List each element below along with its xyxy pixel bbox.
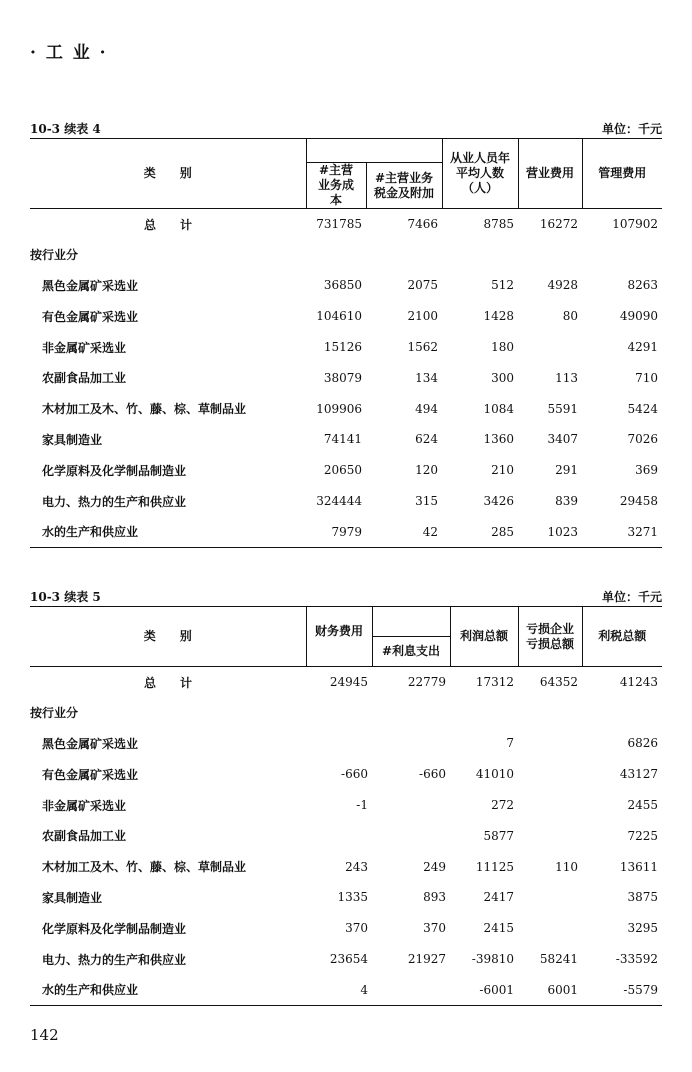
value-cell: -33592 xyxy=(615,952,658,967)
value-cell: 74141 xyxy=(323,432,362,447)
value-cell: 272 xyxy=(491,798,514,813)
value-cell xyxy=(518,820,582,851)
row-label: 木材加工及木、竹、藤、棕、草制品业 xyxy=(42,402,247,417)
value-cell: 41243 xyxy=(619,675,658,690)
table-1 xyxy=(30,138,662,548)
row-label: 家具制造业 xyxy=(42,432,103,447)
table-row xyxy=(30,455,662,486)
value-cell: 1428 xyxy=(483,309,514,324)
value-cell: 4291 xyxy=(627,340,658,355)
page-number: 142 xyxy=(30,1026,59,1044)
value-cell: -1 xyxy=(356,798,368,813)
row-label: 有色金属矿采选业 xyxy=(42,309,139,324)
row-label: 家具制造业 xyxy=(42,890,103,905)
value-cell: 7 xyxy=(506,736,514,751)
value-cell: 23654 xyxy=(329,952,368,967)
table-2-header-category: 类 别 xyxy=(30,607,306,667)
value-cell: 8785 xyxy=(483,217,514,232)
value-cell: 120 xyxy=(415,463,438,478)
value-cell: 21927 xyxy=(407,952,446,967)
value-cell: -660 xyxy=(341,767,368,782)
row-label: 按行业分 xyxy=(30,248,79,263)
value-cell: 38079 xyxy=(323,370,362,385)
value-cell: 370 xyxy=(345,921,368,936)
table-row xyxy=(30,820,662,851)
table-1-header-category: 类 别 xyxy=(30,139,306,209)
value-cell xyxy=(372,790,450,821)
value-cell: 3426 xyxy=(483,494,514,509)
value-cell: 43127 xyxy=(619,767,658,782)
row-label: 水的生产和供应业 xyxy=(42,983,139,998)
value-cell: 20650 xyxy=(323,463,362,478)
table-2 xyxy=(30,606,662,1006)
value-cell: 64352 xyxy=(539,675,578,690)
table-2-header-c1: 财务费用 xyxy=(306,607,372,667)
page-header: · 工 业 · xyxy=(30,43,108,63)
value-cell: 107902 xyxy=(612,217,658,232)
table-row xyxy=(30,362,662,393)
value-cell: 369 xyxy=(635,463,658,478)
value-cell: 7026 xyxy=(627,432,658,447)
value-cell: 24945 xyxy=(329,675,368,690)
value-cell: 512 xyxy=(491,278,514,293)
value-cell: 180 xyxy=(491,340,514,355)
row-label: 化学原料及化学制品制造业 xyxy=(42,463,187,478)
table-2-header-c4: 亏损企业亏损总额 xyxy=(518,607,582,667)
value-cell: 3271 xyxy=(627,524,658,539)
value-cell: 291 xyxy=(555,463,578,478)
value-cell xyxy=(518,882,582,913)
row-label: 水的生产和供应业 xyxy=(42,525,139,540)
table-1-title: 10-3 续表 4 xyxy=(30,122,101,136)
row-label: 黑色金属矿采选业 xyxy=(42,278,139,293)
value-cell: 15126 xyxy=(323,340,362,355)
total-label: 总 计 xyxy=(143,675,192,690)
value-cell: 2075 xyxy=(407,278,438,293)
value-cell: 249 xyxy=(423,859,446,874)
value-cell: 300 xyxy=(491,370,514,385)
value-cell: 3875 xyxy=(627,890,658,905)
row-label: 按行业分 xyxy=(30,706,79,721)
value-cell xyxy=(518,759,582,790)
row-label: 电力、热力的生产和供应业 xyxy=(42,952,187,967)
value-cell: -5579 xyxy=(623,982,658,997)
row-label: 农副食品加工业 xyxy=(42,371,127,386)
value-cell: -6001 xyxy=(479,982,514,997)
value-cell: 134 xyxy=(415,370,438,385)
table-2-title: 10-3 续表 5 xyxy=(30,590,101,604)
table-2-header-c3: 利润总额 xyxy=(450,607,518,667)
value-cell: 6826 xyxy=(627,736,658,751)
value-cell: 624 xyxy=(415,432,438,447)
table-row xyxy=(30,270,662,301)
value-cell: 11125 xyxy=(475,859,514,874)
value-cell: 1335 xyxy=(337,890,368,905)
value-cell: 3295 xyxy=(627,921,658,936)
table-row xyxy=(30,974,662,1005)
value-cell: 49090 xyxy=(619,309,658,324)
value-cell: 243 xyxy=(345,859,368,874)
value-cell: 58241 xyxy=(539,952,578,967)
value-cell: 210 xyxy=(491,463,514,478)
value-cell xyxy=(306,728,372,759)
table-2-header-c5: 利税总额 xyxy=(582,607,662,667)
table-row xyxy=(30,486,662,517)
table-row xyxy=(30,944,662,975)
table-1-header-c5: 管理费用 xyxy=(582,139,662,209)
row-label: 非金属矿采选业 xyxy=(42,798,127,813)
table-2-block xyxy=(30,586,662,1016)
value-cell: 370 xyxy=(423,921,446,936)
value-cell: 1084 xyxy=(483,401,514,416)
value-cell: 29458 xyxy=(619,494,658,509)
group-label-row xyxy=(30,239,662,270)
table-row xyxy=(30,516,662,547)
value-cell: 110 xyxy=(555,859,578,874)
value-cell: 7979 xyxy=(331,524,362,539)
total-row xyxy=(30,209,662,240)
table-row xyxy=(30,790,662,821)
value-cell: 893 xyxy=(423,890,446,905)
group-label-row xyxy=(30,697,662,728)
row-label: 木材加工及木、竹、藤、棕、草制品业 xyxy=(42,860,247,875)
value-cell: 4928 xyxy=(547,278,578,293)
value-cell: 6001 xyxy=(547,982,578,997)
value-cell xyxy=(372,728,450,759)
value-cell: 315 xyxy=(415,494,438,509)
value-cell: 36850 xyxy=(323,278,362,293)
value-cell xyxy=(518,790,582,821)
value-cell: 710 xyxy=(635,370,658,385)
table-1-header-c2: #主营业务税金及附加 xyxy=(366,163,442,209)
value-cell xyxy=(518,913,582,944)
value-cell: 2415 xyxy=(483,921,514,936)
row-label: 电力、热力的生产和供应业 xyxy=(42,494,187,509)
table-row xyxy=(30,759,662,790)
row-label: 农副食品加工业 xyxy=(42,829,127,844)
value-cell: 13611 xyxy=(619,859,658,874)
value-cell xyxy=(306,820,372,851)
value-cell: 494 xyxy=(415,401,438,416)
value-cell: 104610 xyxy=(316,309,362,324)
value-cell: 2100 xyxy=(407,309,438,324)
table-row xyxy=(30,851,662,882)
row-label: 化学原料及化学制品制造业 xyxy=(42,921,187,936)
value-cell: -39810 xyxy=(471,952,514,967)
total-label: 总 计 xyxy=(143,217,192,232)
table-1-unit: 单位：千元 xyxy=(601,122,662,136)
value-cell: 1360 xyxy=(483,432,514,447)
value-cell: 41010 xyxy=(475,767,514,782)
row-label: 非金属矿采选业 xyxy=(42,340,127,355)
value-cell: 16272 xyxy=(539,217,578,232)
value-cell: 324444 xyxy=(316,494,362,509)
table-1-header-c3: 从业人员年平均人数（人） xyxy=(442,139,518,209)
value-cell: 80 xyxy=(562,309,578,324)
table-row xyxy=(30,424,662,455)
table-1-header-c1: #主营业务成本 xyxy=(306,163,366,209)
value-cell: -660 xyxy=(419,767,446,782)
value-cell: 7225 xyxy=(627,828,658,843)
value-cell: 1023 xyxy=(547,524,578,539)
value-cell: 2455 xyxy=(627,798,658,813)
value-cell: 3407 xyxy=(547,432,578,447)
value-cell: 2417 xyxy=(483,890,514,905)
table-2-header-c2: #利息支出 xyxy=(372,637,450,667)
value-cell: 285 xyxy=(491,524,514,539)
value-cell: 7466 xyxy=(407,217,438,232)
value-cell xyxy=(518,332,582,363)
value-cell: 42 xyxy=(422,524,438,539)
row-label: 有色金属矿采选业 xyxy=(42,767,139,782)
value-cell: 22779 xyxy=(407,675,446,690)
value-cell: 731785 xyxy=(316,217,362,232)
table-row xyxy=(30,301,662,332)
value-cell xyxy=(372,974,450,1005)
row-label: 黑色金属矿采选业 xyxy=(42,736,139,751)
value-cell: 17312 xyxy=(475,675,514,690)
table-row xyxy=(30,393,662,424)
table-row xyxy=(30,728,662,759)
value-cell: 8263 xyxy=(627,278,658,293)
value-cell: 1562 xyxy=(407,340,438,355)
value-cell xyxy=(518,728,582,759)
value-cell: 839 xyxy=(555,494,578,509)
value-cell xyxy=(372,820,450,851)
value-cell: 4 xyxy=(360,982,368,997)
table-1-header-c4: 营业费用 xyxy=(518,139,582,209)
table-1-block xyxy=(30,118,662,548)
total-row xyxy=(30,667,662,698)
value-cell: 109906 xyxy=(316,401,362,416)
value-cell: 5591 xyxy=(547,401,578,416)
table-2-unit: 单位：千元 xyxy=(601,590,662,604)
value-cell: 5424 xyxy=(627,401,658,416)
table-row xyxy=(30,882,662,913)
table-row xyxy=(30,332,662,363)
table-row xyxy=(30,913,662,944)
value-cell: 5877 xyxy=(483,828,514,843)
value-cell: 113 xyxy=(555,370,578,385)
